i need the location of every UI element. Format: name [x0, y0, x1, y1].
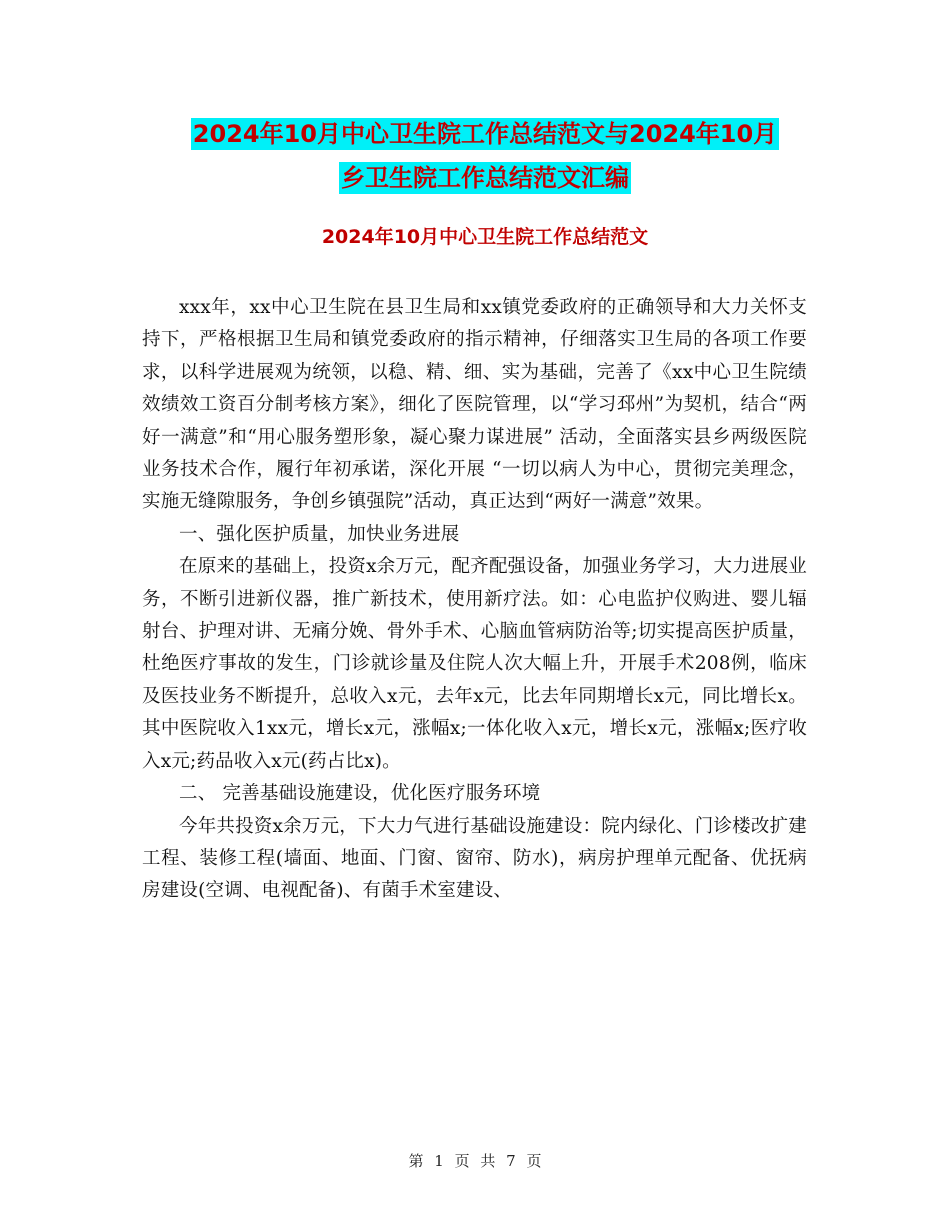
document-title [140, 112, 830, 200]
paragraph-section-2: 今年共投资x余万元，下大力气进行基础设施建设：院内绿化、门诊楼改扩建工程、装修工程(墙面、地面、门窗、窗帘、防水)，病房护理单元配备、优抚病房建设(空调、电视配备)、有菌手术室建设、 [142, 815, 807, 902]
title-line-2: 乡卫生院工作总结范文汇编 [341, 164, 629, 192]
section-title: 2024年10月中心卫生院工作总结范文 [321, 226, 649, 248]
page-footer: 第 1 页 共 7 页 [408, 1152, 542, 1170]
paragraph-section-1: 在原来的基础上，投资x余万元，配齐配强设备，加强业务学习，大力进展业务，不断引进新仪器，推广新技术，使用新疗法。如：心电监护仪购进、婴儿辐射台、护理对讲、无痛分娩、骨外手术、心脑血管病防治等;切实提高医护质量，杜绝医疗事故的发生，门诊就诊量及住院人次大幅上升，开展手术208例，临床及医技业务不断提升，总收入x元，去年x元，比去年同期增长x元，同比增长x。其中医院收入1xx元，增长x元，涨幅x;一体化收入x元，增长x元，涨幅x;医疗收入x元;药品收入x元(药占比x)。 [142, 556, 807, 772]
title-line-1: 2024年10月中心卫生院工作总结范文与2024年10月 [192, 120, 778, 148]
heading-section-1: 一、强化医护质量，加快业务进展 [179, 523, 460, 545]
paragraph-intro: xxx年，xx中心卫生院在县卫生局和xx镇党委政府的正确领导和大力关怀支持下，严格根据卫生局和镇党委政府的指示精神，仔细落实卫生局的各项工作要求，以科学进展观为统领，以稳、精、细、实为基础，完善了《xx中心卫生院绩效绩效工资百分制考核方案》，细化了医院管理，以“学习邳州”为契机，结合“两好一满意”和“用心服务塑形象，凝心聚力谋进展” 活动，全面落实县乡两级医院业务技术合作，履行年初承诺，深化开展 “一切以病人为中心，贯彻完美理念，实施无缝隙服务，争创乡镇强院”活动，真正达到“两好一满意”效果。 [142, 297, 807, 513]
heading-section-2: 二、 完善基础设施建设，优化医疗服务环境 [179, 783, 541, 805]
body-text [142, 292, 807, 908]
